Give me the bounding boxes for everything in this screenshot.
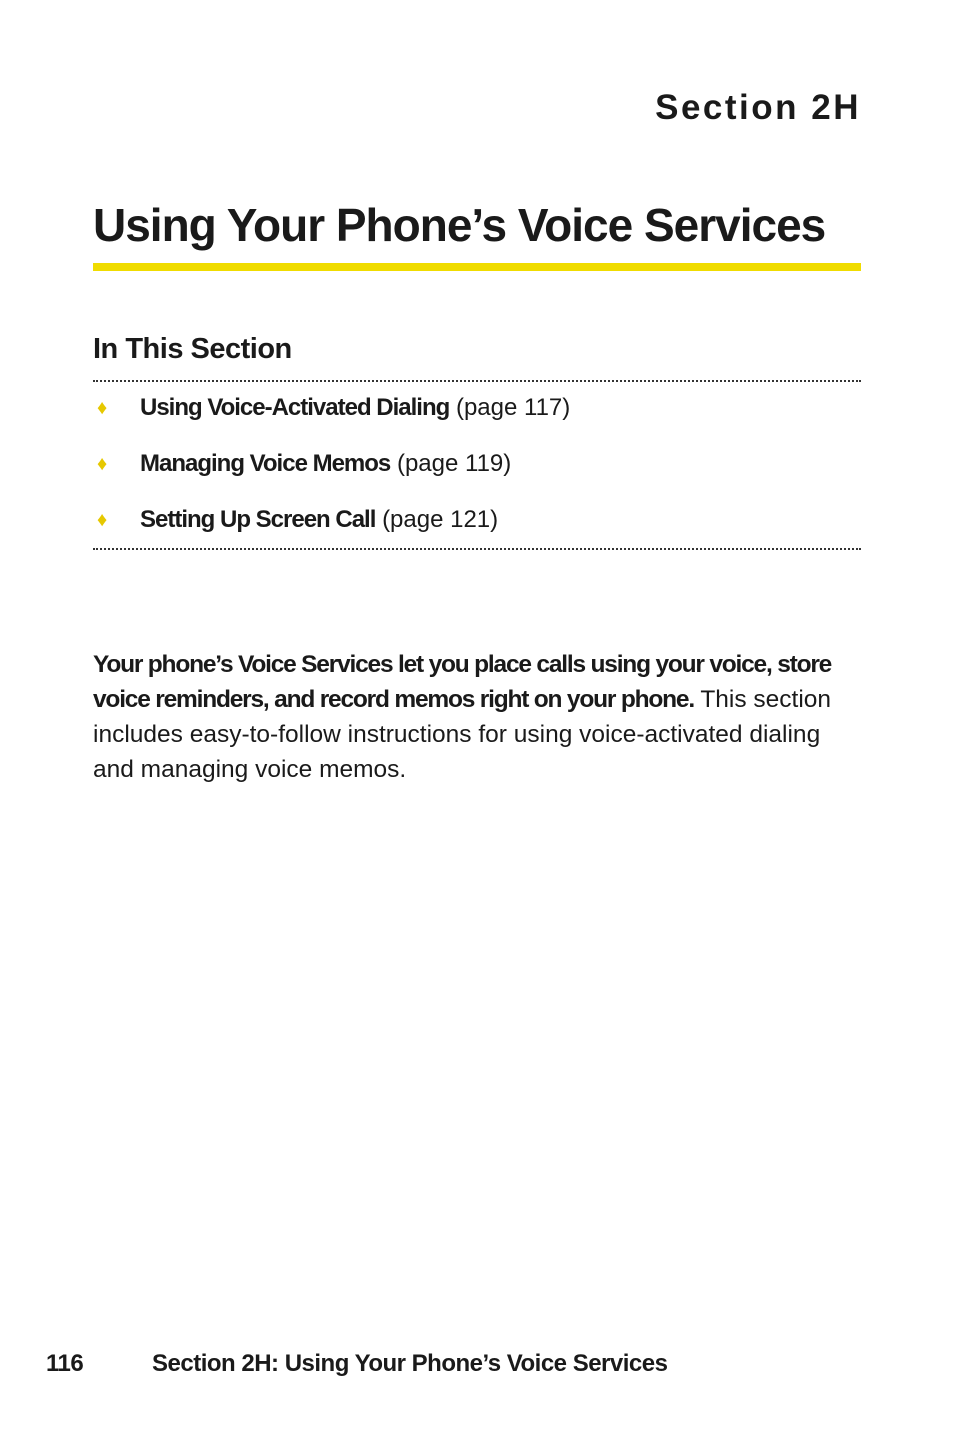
diamond-bullet-icon: ♦ <box>97 397 108 419</box>
toc-entry-title: Setting Up Screen Call <box>140 506 376 533</box>
toc-entry-title: Using Voice-Activated Dialing <box>140 394 450 421</box>
section-label: Section 2H <box>655 88 861 127</box>
list-item <box>93 446 861 502</box>
section-contents-list <box>93 390 861 558</box>
title-underline <box>93 263 861 271</box>
intro-bold-text: Your phone’s Voice Services let you place calls using your voice, store voice reminders, and record memos right on your phone. <box>93 650 832 713</box>
toc-entry-page: (page 119) <box>396 450 512 477</box>
dotted-divider-top <box>93 380 861 382</box>
footer-page-number: 116 <box>46 1350 84 1377</box>
diamond-bullet-icon: ♦ <box>97 453 108 475</box>
page-footer <box>46 1350 667 1378</box>
in-this-section-heading: In This Section <box>93 333 292 365</box>
list-item <box>93 390 861 446</box>
diamond-bullet-icon: ♦ <box>97 509 108 531</box>
toc-entry-page: (page 117) <box>455 394 571 421</box>
intro-paragraph <box>93 647 861 787</box>
toc-entry <box>140 502 498 538</box>
dotted-divider-bottom <box>93 548 861 550</box>
toc-entry-page: (page 121) <box>382 506 499 533</box>
page-title: Using Your Phone’s Voice Services <box>93 199 826 251</box>
footer-running-title: Section 2H: Using Your Phone’s Voice Services <box>152 1350 668 1377</box>
intro-regular-text: This section includes easy-to-follow instructions for using voice-activated dialing and managing voice memos. <box>93 685 832 783</box>
toc-entry <box>140 446 511 482</box>
toc-entry <box>140 390 570 426</box>
toc-entry-title: Managing Voice Memos <box>140 450 391 477</box>
